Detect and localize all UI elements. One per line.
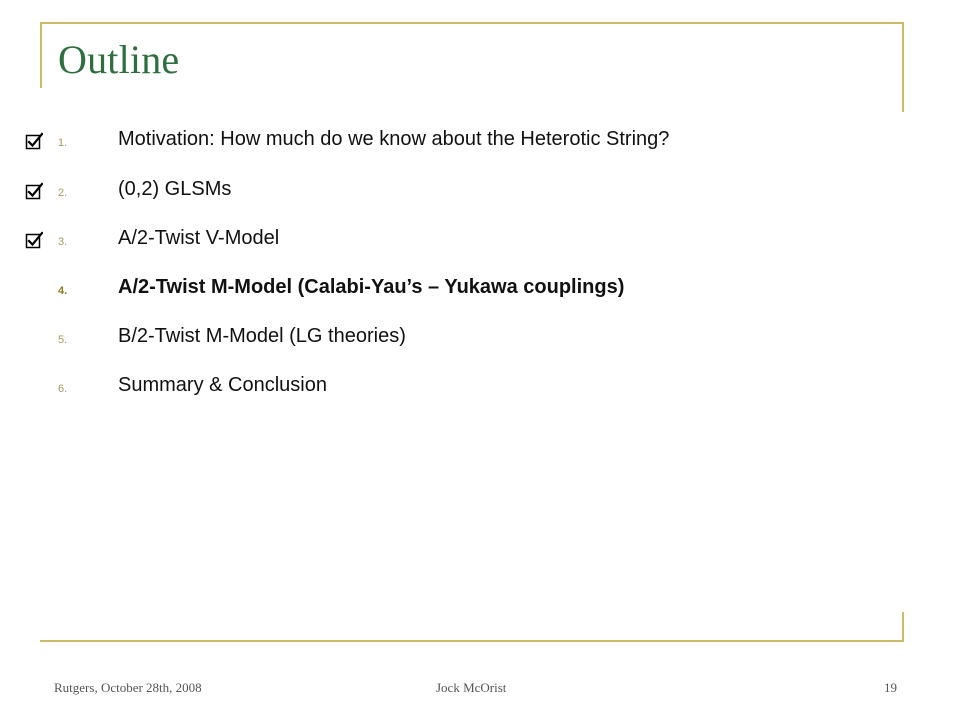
frame-top-rule [40,22,904,24]
outline-item-text-current: A/2-Twist M-Model (Calabi-Yau’s – Yukawa couplings) [118,276,625,298]
outline-item-number: 2. [58,187,68,199]
outline-item-number: 6. [58,383,68,395]
outline-item-number: 4. [58,285,68,297]
outline-item-text: Summary & Conclusion [118,374,327,396]
outline-item-text: B/2-Twist M-Model (LG theories) [118,325,406,347]
frame-left-rule [40,22,42,88]
frame-right-rule [902,22,904,112]
outline-item-text: Motivation: How much do we know about the Heterotic String? [118,128,670,150]
checked-box-icon [25,132,43,150]
footer-author: Jock McOrist [436,680,507,695]
outline-item-5 [0,325,960,355]
outline-item-1 [0,128,960,158]
outline-item-3 [0,227,960,257]
slide-title: Outline [58,37,180,82]
footer-right-rule [902,612,904,642]
outline-item-text: (0,2) GLSMs [118,178,232,200]
outline-item-4 [0,276,960,306]
footer-venue-date: Rutgers, October 28th, 2008 [54,680,202,695]
outline-item-2 [0,178,960,208]
outline-item-number: 1. [58,137,68,149]
outline-item-number: 5. [58,334,68,346]
checked-box-icon [25,182,43,200]
checked-box-icon [25,231,43,249]
footer-page-number: 19 [884,680,897,695]
outline-item-number: 3. [58,236,68,248]
outline-item-text: A/2-Twist V-Model [118,227,280,249]
footer-rule [40,640,904,642]
outline-item-6 [0,374,960,404]
